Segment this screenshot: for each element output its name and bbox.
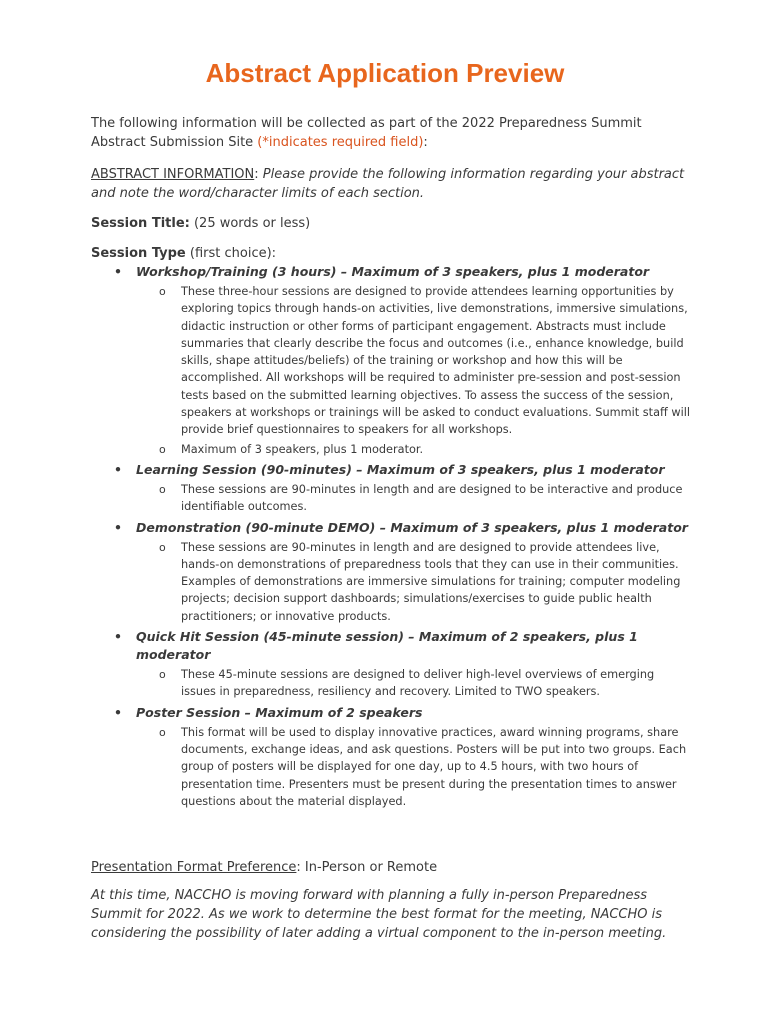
session-title-hint: (25 words or less) (189, 216, 311, 231)
session-type-detail (91, 441, 691, 458)
session-type-title (91, 519, 691, 537)
page-title: Abstract Application Preview (205, 58, 565, 88)
session-type-item (91, 461, 691, 516)
session-type-title-text: Quick Hit Session (45-minute session) – Maximum of 2 speakers, plus 1 moderator (136, 629, 638, 663)
sub-bullet-icon: o (159, 285, 166, 298)
sub-bullet-icon: o (159, 725, 166, 739)
session-type-detail-text: These sessions are 90-minutes in length and are designed to provide attendees live, hands-on demonstrations of preparedness tools that they can use in their communities. Examples of demonstrations are immersive simulations for training; computer modeling projects; decision support dashboards; simulations/exercises to guide public health practitioners; or innovative products. (181, 540, 681, 623)
session-type-title-text: Demonstration (90-minute DEMO) – Maximum of 3 speakers, plus 1 moderator (136, 519, 688, 535)
session-type-title-text: Learning Session (90-minutes) – Maximum of 3 speakers, plus 1 moderator (136, 461, 665, 477)
session-type-title-text: Workshop/Training (3 hours) – Maximum of 3 speakers, plus 1 moderator (136, 264, 650, 279)
session-type-detail-text: These three-hour sessions are designed to provide attendees learning opportunities by exploring topics through hands-on activities, live demonstrations, immersive simulations, didactic instruction or other forms of participant engagement. Abstracts must include summaries that clearly describe the focus and outcomes (i.e., enhance knowledge, build skills, shape attitudes/beliefs) of the training or workshop and how this will be accomplished. All workshops will be required to administer pre-session and post-session tests based on the submitted learning objectives. To assess the success of the session, speakers at workshops or trainings will be asked to conduct evaluations. Summit staff will provide brief questionnaires to speakers for all workshops. (181, 285, 691, 437)
required-field-note: (*indicates required field) (257, 135, 424, 150)
abstract-information-text: Please provide the following information regarding your abstract and note the word/character limits of each section. (91, 167, 685, 201)
session-type-detail (91, 539, 691, 625)
session-type-detail-text: These sessions are 90-minutes in length and are designed to be interactive and produce identifiable outcomes. (181, 482, 683, 514)
sub-bullet-icon: o (159, 668, 166, 682)
session-type-title-text: Poster Session – Maximum of 2 speakers (136, 704, 423, 720)
intro-text: The following information will be collected as part of the 2022 Preparedness Summit Abstract Submission Site (91, 116, 642, 150)
bullet-icon: • (114, 519, 122, 535)
session-title-field (91, 214, 691, 233)
bullet-icon: • (114, 264, 122, 279)
session-type-detail (91, 481, 691, 516)
sub-bullet-icon: o (159, 482, 166, 496)
session-type-hint: (first choice): (185, 246, 277, 261)
session-type-label: Session Type (91, 246, 186, 261)
session-type-list (91, 263, 691, 810)
session-type-detail (91, 666, 691, 701)
sub-bullet-icon: o (159, 442, 166, 456)
session-type-field (91, 244, 691, 263)
presentation-format-options: : In-Person or Remote (296, 860, 438, 876)
session-type-title (91, 263, 691, 281)
session-type-detail (91, 283, 691, 439)
session-type-detail (91, 724, 691, 810)
abstract-information-colon: : (254, 167, 259, 182)
session-type-detail-text: These 45-minute sessions are designed to deliver high-level overviews of emerging issues in preparedness, resiliency and recovery. Limited to TWO speakers. (181, 668, 655, 699)
bullet-icon: • (114, 704, 122, 720)
session-type-detail-text: This format will be used to display innovative practices, award winning programs, share documents, exchange ideas, and ask questions. Posters will be put into two groups. Each group of posters will be displayed for one day, up to 4.5 hours, with two hours of presentation time. Presenters must be present during the presentation times to answer questions about the material displayed. (181, 725, 687, 808)
abstract-information-paragraph (91, 165, 691, 203)
presentation-format-field (91, 858, 691, 877)
document-body (91, 114, 691, 943)
bullet-icon: • (114, 461, 122, 477)
session-title-label: Session Title: (91, 216, 190, 231)
bullet-icon: • (114, 629, 122, 645)
session-type-title (91, 628, 691, 664)
session-type-item (91, 704, 691, 810)
session-type-title (91, 461, 691, 479)
presentation-format-label: Presentation Format Preference (91, 860, 297, 876)
session-type-item (91, 628, 691, 701)
intro-suffix: : (423, 135, 428, 150)
sub-bullet-icon: o (159, 540, 166, 554)
intro-paragraph (91, 114, 691, 152)
abstract-information-label: ABSTRACT INFORMATION (91, 167, 255, 182)
session-type-item (91, 519, 691, 625)
session-type-item (91, 263, 691, 458)
closing-paragraph: At this time, NACCHO is moving forward with planning a fully in-person Preparedness Summit for 2022. As we work to determine the best format for the meeting, NACCHO is considering the possibility of later adding a virtual component to the in-person meeting. (91, 888, 667, 942)
session-type-detail-text: Maximum of 3 speakers, plus 1 moderator. (181, 442, 424, 456)
session-type-title (91, 704, 691, 722)
